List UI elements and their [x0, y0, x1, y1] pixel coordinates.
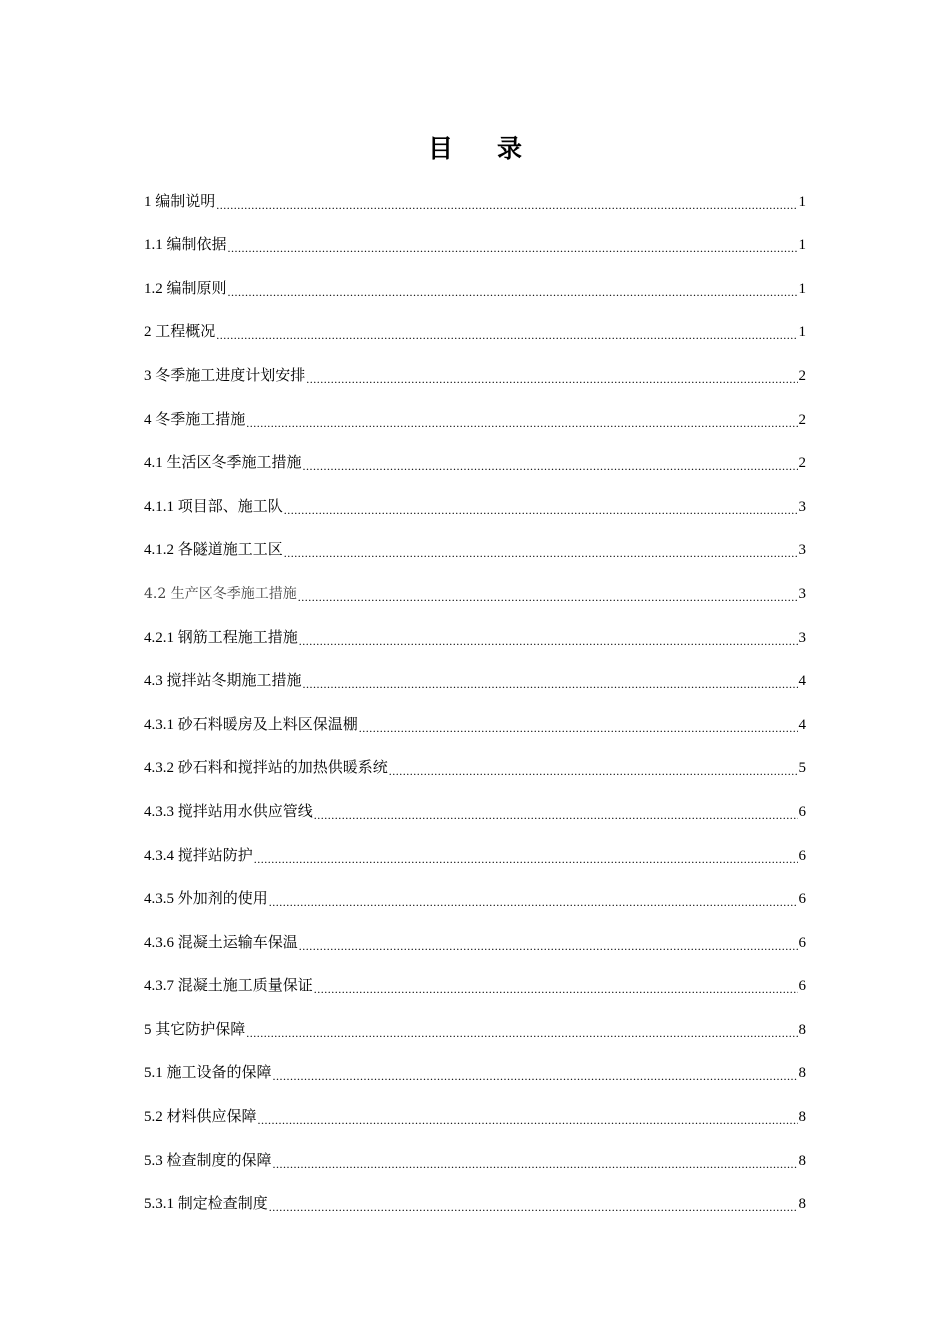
toc-entry[interactable] [144, 608, 806, 652]
toc-dot-leader [299, 935, 798, 957]
toc-dot-leader [303, 455, 798, 477]
toc-dot-leader [298, 586, 798, 608]
toc-entry[interactable] [144, 564, 806, 608]
toc-dot-leader [258, 1109, 798, 1131]
toc-entry[interactable] [144, 957, 806, 1001]
toc-entry[interactable] [144, 826, 806, 870]
toc-page-number: 6 [798, 934, 806, 951]
toc-entry[interactable] [144, 390, 806, 434]
toc-dot-leader [314, 804, 798, 826]
toc-page-number: 3 [798, 542, 806, 559]
toc-page-number: 1 [798, 280, 806, 297]
toc-entry-text: 1.2 编制原则 [144, 280, 227, 297]
toc-entry-text: 5.1 施工设备的保障 [144, 1065, 272, 1082]
toc-page-number: 1 [798, 237, 806, 254]
toc-page-number: 6 [798, 891, 806, 908]
toc-entry-text: 3 冬季施工进度计划安排 [144, 367, 306, 384]
toc-entry-text: 5.3 检查制度的保障 [144, 1152, 272, 1169]
toc-dot-leader [284, 542, 798, 564]
toc-entry[interactable] [144, 695, 806, 739]
toc-entry[interactable] [144, 1000, 806, 1044]
toc-page-number: 6 [798, 803, 806, 820]
toc-entry[interactable] [144, 1044, 806, 1088]
toc-dot-leader [314, 978, 798, 1000]
toc-entry-text: 4 冬季施工措施 [144, 411, 246, 428]
toc-page-number: 8 [798, 1152, 806, 1169]
toc-entry[interactable] [144, 1175, 806, 1219]
toc-dot-leader [228, 281, 798, 303]
toc-entry[interactable] [144, 1131, 806, 1175]
toc-page-number: 8 [798, 1021, 806, 1038]
toc-entry[interactable] [144, 870, 806, 914]
toc-entry[interactable] [144, 782, 806, 826]
toc-entry-text: 4.1 生活区冬季施工措施 [144, 455, 302, 472]
toc-entry-text: 5.3.1 制定检查制度 [144, 1196, 268, 1213]
toc-page-number: 1 [798, 193, 806, 210]
toc-dot-leader [359, 717, 798, 739]
toc-page-number: 2 [798, 455, 806, 472]
toc-dot-leader [269, 891, 798, 913]
toc-entry-text: 4.3.6 混凝土运输车保温 [144, 934, 298, 951]
toc-dot-leader [246, 412, 797, 434]
toc-page-number: 1 [798, 324, 806, 341]
toc-title [0, 132, 950, 166]
toc-entry-text: 4.2 生产区冬季施工措施 [144, 585, 297, 602]
toc-page-number: 6 [798, 978, 806, 995]
toc-entry-text: 4.3.4 搅拌站防护 [144, 847, 253, 864]
toc-entry[interactable] [144, 172, 806, 216]
toc-entry[interactable] [144, 521, 806, 565]
toc-entry[interactable] [144, 652, 806, 696]
toc-page-number: 4 [798, 716, 806, 733]
toc-entry-text: 5.2 材料供应保障 [144, 1109, 257, 1126]
toc-entry-text: 2 工程概况 [144, 324, 216, 341]
toc-page-number: 4 [798, 673, 806, 690]
toc-page-number: 8 [798, 1065, 806, 1082]
toc-entry-text: 4.3.1 砂石料暖房及上料区保温棚 [144, 716, 358, 733]
toc-entry-text: 5 其它防护保障 [144, 1021, 246, 1038]
toc-dot-leader [299, 630, 798, 652]
toc-dot-leader [389, 760, 798, 782]
toc-dot-leader [216, 194, 797, 216]
toc-entry[interactable] [144, 216, 806, 260]
toc-page-number: 2 [798, 367, 806, 384]
toc-entry-text: 4.3.7 混凝土施工质量保证 [144, 978, 313, 995]
toc-page-number: 6 [798, 847, 806, 864]
toc-entry[interactable] [144, 739, 806, 783]
toc-entry-text: 4.3.3 搅拌站用水供应管线 [144, 803, 313, 820]
toc-entry[interactable] [144, 346, 806, 390]
toc-title-char-2: 录 [497, 134, 523, 163]
toc-dot-leader [269, 1196, 798, 1218]
toc-page-number: 5 [798, 760, 806, 777]
toc-dot-leader [254, 848, 798, 870]
toc-dot-leader [216, 324, 797, 346]
toc-entry[interactable] [144, 1087, 806, 1131]
toc-page-number: 3 [798, 585, 806, 602]
toc-entry-text: 1.1 编制依据 [144, 237, 227, 254]
toc-page-number: 3 [798, 629, 806, 646]
toc-dot-leader [306, 368, 797, 390]
toc-entry-text: 4.2.1 钢筋工程施工措施 [144, 629, 298, 646]
toc-page-number: 3 [798, 498, 806, 515]
toc-entry-text: 4.3 搅拌站冬期施工措施 [144, 673, 302, 690]
toc-entry[interactable] [144, 303, 806, 347]
toc-entry-text: 1 编制说明 [144, 193, 216, 210]
toc-dot-leader [273, 1153, 798, 1175]
table-of-contents [144, 172, 806, 1218]
toc-entry[interactable] [144, 477, 806, 521]
toc-dot-leader [246, 1022, 797, 1044]
toc-title-char-1: 目 [427, 134, 453, 163]
toc-dot-leader [284, 499, 798, 521]
toc-entry-text: 4.1.1 项目部、施工队 [144, 498, 283, 515]
toc-dot-leader [303, 673, 798, 695]
toc-page-number: 8 [798, 1196, 806, 1213]
toc-entry[interactable] [144, 434, 806, 478]
toc-page-number: 2 [798, 411, 806, 428]
toc-entry-text: 4.3.2 砂石料和搅拌站的加热供暖系统 [144, 760, 388, 777]
toc-entry[interactable] [144, 259, 806, 303]
toc-page-number: 8 [798, 1109, 806, 1126]
toc-dot-leader [228, 237, 798, 259]
toc-dot-leader [273, 1065, 798, 1087]
toc-entry-text: 4.3.5 外加剂的使用 [144, 891, 268, 908]
toc-entry[interactable] [144, 913, 806, 957]
toc-entry-text: 4.1.2 各隧道施工工区 [144, 542, 283, 559]
